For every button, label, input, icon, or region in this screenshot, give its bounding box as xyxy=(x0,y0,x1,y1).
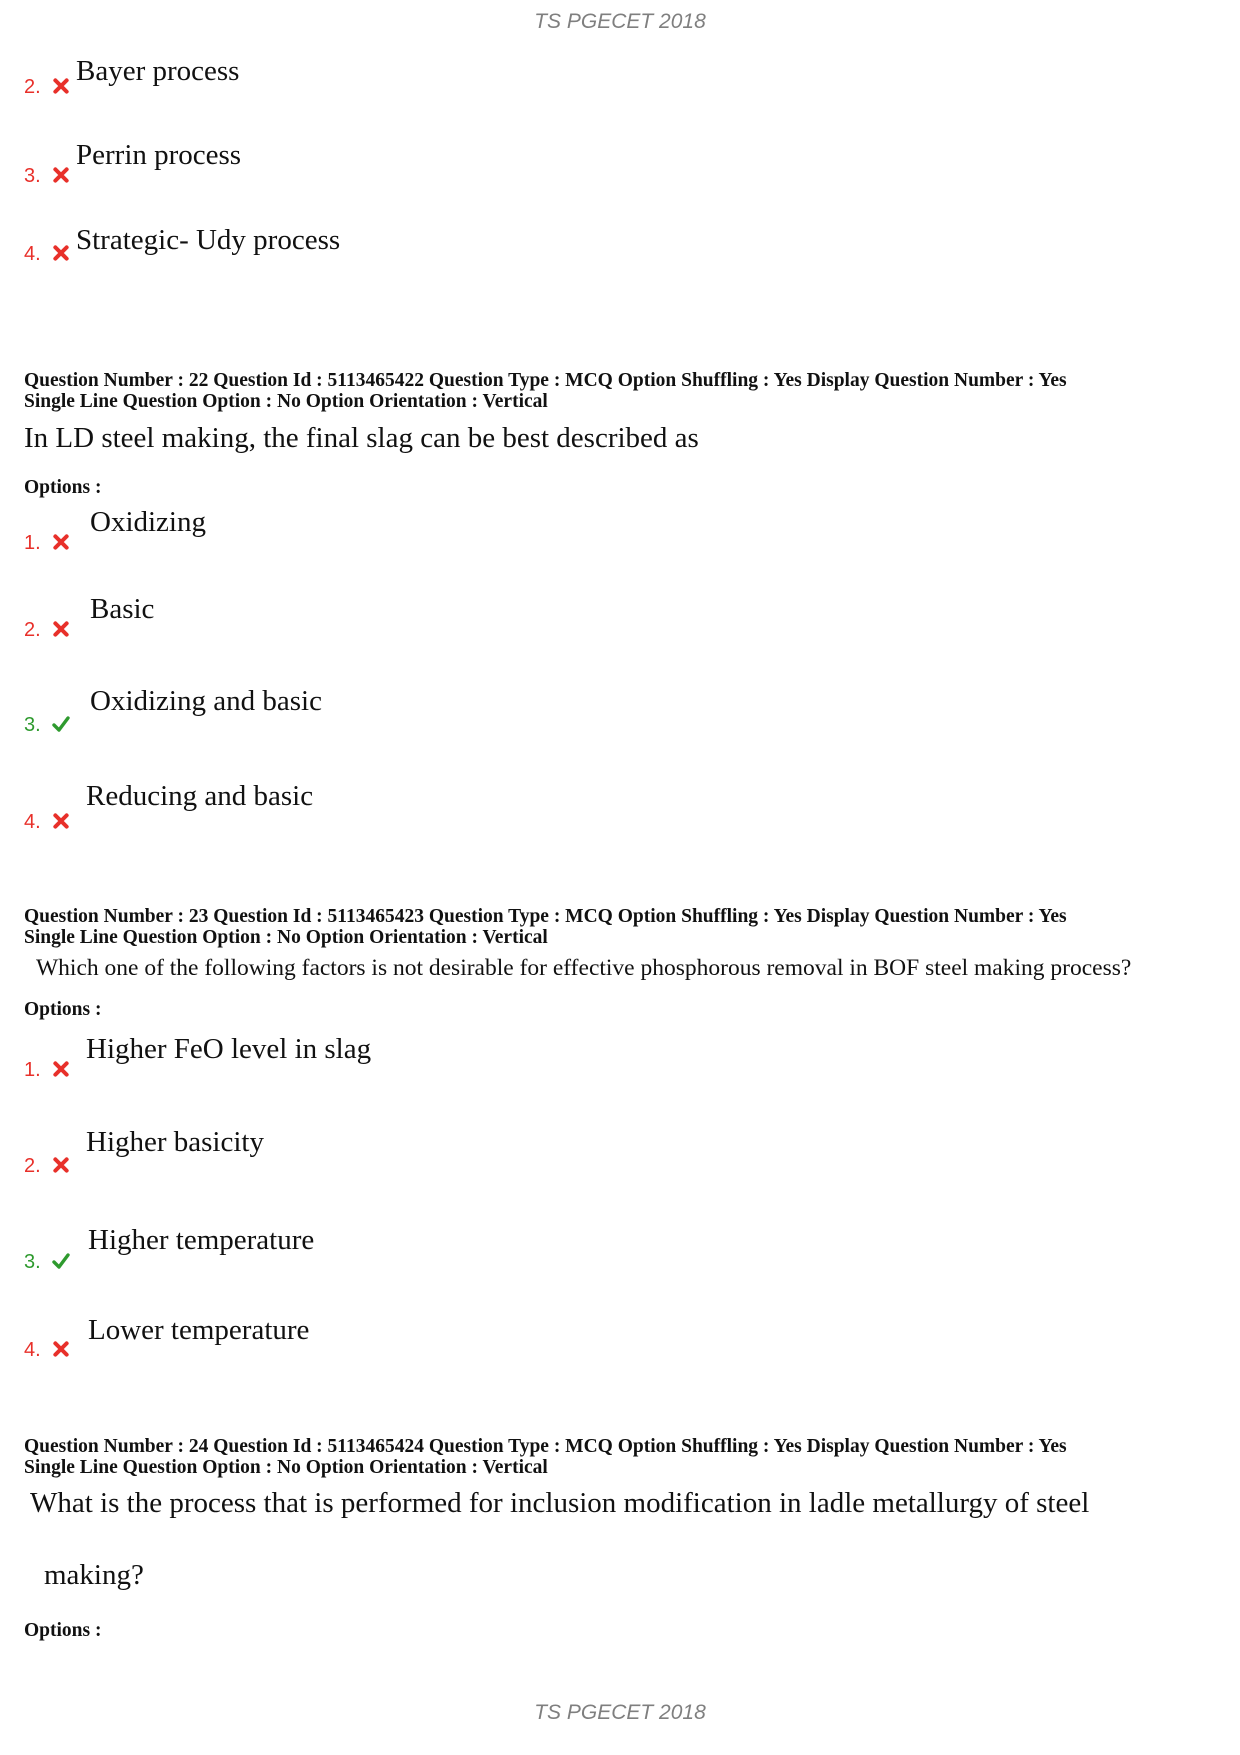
question-meta-line1: Question Number : 24 Question Id : 5113465424 Question Type : MCQ Option Shuffling : Yes Display Question Number : Yes xyxy=(24,1436,1067,1457)
cross-icon xyxy=(52,1156,70,1174)
cross-icon xyxy=(52,166,70,184)
option-text: Oxidizing xyxy=(90,506,206,538)
option-number: 1. xyxy=(24,532,41,554)
question-meta-line2: Single Line Question Option : No Option Orientation : Vertical xyxy=(24,1457,548,1478)
cross-icon xyxy=(52,77,70,95)
option-number: 3. xyxy=(24,714,41,736)
option-number: 4. xyxy=(24,243,41,265)
cross-icon xyxy=(52,620,70,638)
cross-icon xyxy=(52,1340,70,1358)
option-text: Higher basicity xyxy=(86,1126,264,1158)
check-icon xyxy=(52,1252,70,1270)
option-number: 4. xyxy=(24,1339,41,1361)
question-meta-line1: Question Number : 22 Question Id : 5113465422 Question Type : MCQ Option Shuffling : Yes Display Question Number : Yes xyxy=(24,370,1067,391)
option-text: Reducing and basic xyxy=(86,780,314,812)
option-text: Strategic- Udy process xyxy=(76,224,341,256)
question-meta xyxy=(24,1436,1224,1478)
option-number: 3. xyxy=(24,165,41,187)
option-text: Oxidizing and basic xyxy=(90,685,322,717)
option-number: 2. xyxy=(24,76,41,98)
question-meta-line2: Single Line Question Option : No Option Orientation : Vertical xyxy=(24,391,548,412)
cross-icon xyxy=(52,812,70,830)
option-text: Perrin process xyxy=(76,139,242,171)
question-stem-continued: making? xyxy=(44,1559,144,1591)
question-meta-line1: Question Number : 23 Question Id : 5113465423 Question Type : MCQ Option Shuffling : Yes Display Question Number : Yes xyxy=(24,906,1067,927)
question-stem: In LD steel making, the final slag can be best described as xyxy=(24,422,699,454)
option-number: 4. xyxy=(24,811,41,833)
cross-icon xyxy=(52,1060,70,1078)
page-header: TS PGECET 2018 xyxy=(534,10,706,33)
cross-icon xyxy=(52,244,70,262)
question-stem: Which one of the following factors is not desirable for effective phosphorous removal in BOF steel making process? xyxy=(36,955,1132,981)
option-number: 3. xyxy=(24,1251,41,1273)
option-number: 1. xyxy=(24,1059,41,1081)
options-label: Options : xyxy=(24,1620,102,1641)
option-text: Lower temperature xyxy=(88,1314,310,1346)
options-label: Options : xyxy=(24,999,102,1020)
check-icon xyxy=(52,715,70,733)
option-text: Bayer process xyxy=(76,55,240,87)
option-number: 2. xyxy=(24,619,41,641)
page-footer: TS PGECET 2018 xyxy=(534,1701,706,1724)
options-label: Options : xyxy=(24,477,102,498)
option-number: 2. xyxy=(24,1155,41,1177)
question-meta xyxy=(24,370,1224,412)
question-stem: What is the process that is performed for inclusion modification in ladle metallurgy of steel xyxy=(30,1487,1090,1519)
cross-icon xyxy=(52,533,70,551)
option-text: Basic xyxy=(90,593,155,625)
option-text: Higher temperature xyxy=(88,1224,315,1256)
question-meta xyxy=(24,906,1224,948)
question-meta-line2: Single Line Question Option : No Option Orientation : Vertical xyxy=(24,927,548,948)
option-text: Higher FeO level in slag xyxy=(86,1033,372,1065)
